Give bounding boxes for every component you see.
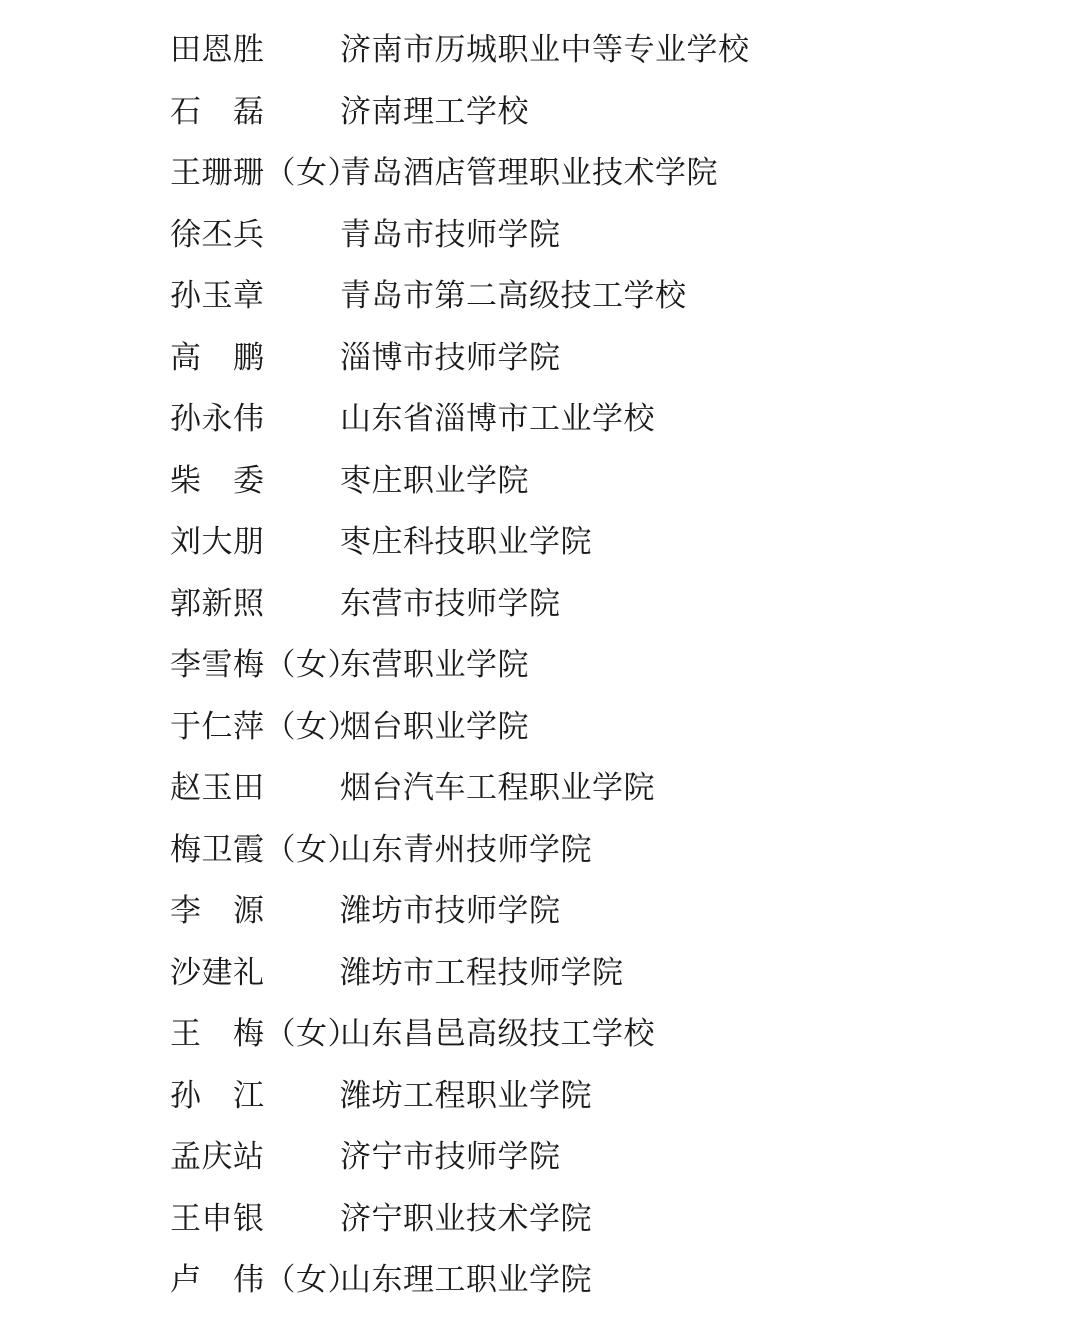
table-row [0, 951, 1080, 1013]
organization-name: 烟台职业学院 [340, 708, 529, 744]
organization-name: 烟台汽车工程职业学院 [340, 770, 655, 805]
person-name: 高 鹏 [170, 339, 265, 375]
table-row [0, 766, 1080, 828]
person-name: 卢 伟（女） [170, 1262, 359, 1297]
organization-name: 山东昌邑高级技工学校 [340, 1016, 655, 1051]
table-row [0, 1197, 1080, 1259]
organization-name: 济宁市技师学院 [340, 1139, 561, 1174]
table-row [0, 151, 1080, 213]
organization-name: 枣庄职业学院 [340, 462, 529, 498]
table-row [0, 336, 1080, 398]
organization-name: 淄博市技师学院 [340, 339, 561, 375]
table-row [0, 643, 1080, 705]
person-name: 于仁萍（女） [170, 708, 359, 744]
person-name: 徐丕兵 [170, 216, 265, 252]
person-name: 刘大朋 [170, 524, 265, 559]
person-name: 柴 委 [170, 462, 265, 498]
table-row [0, 459, 1080, 521]
person-name: 李雪梅（女） [170, 647, 359, 682]
table-row [0, 1135, 1080, 1197]
organization-name: 枣庄科技职业学院 [340, 524, 592, 559]
organization-name: 东营市技师学院 [340, 585, 561, 621]
table-row [0, 889, 1080, 951]
table-row [0, 705, 1080, 767]
organization-name: 青岛酒店管理职业技术学院 [340, 155, 718, 190]
table-row [0, 582, 1080, 644]
person-name: 王申银 [170, 1200, 265, 1236]
person-name: 沙建礼 [170, 954, 265, 990]
person-name: 王 梅（女） [170, 1016, 359, 1051]
person-name: 郭新照 [170, 585, 265, 621]
organization-name: 济南理工学校 [340, 93, 529, 129]
organization-name: 潍坊工程职业学院 [340, 1077, 592, 1113]
person-name: 孙玉章 [170, 278, 265, 313]
organization-name: 青岛市技师学院 [340, 216, 561, 252]
person-name: 赵玉田 [170, 770, 265, 805]
table-row [0, 828, 1080, 890]
organization-name: 山东青州技师学院 [340, 831, 592, 867]
organization-name: 济南市历城职业中等专业学校 [340, 32, 750, 67]
person-name: 王珊珊（女） [170, 155, 359, 190]
table-row [0, 1074, 1080, 1136]
table-row [0, 1012, 1080, 1074]
person-name: 孙永伟 [170, 401, 265, 436]
person-name: 田恩胜 [170, 32, 265, 67]
person-name: 梅卫霞（女） [170, 831, 359, 867]
table-row [0, 213, 1080, 275]
table-row [0, 274, 1080, 336]
table-row [0, 1258, 1080, 1320]
person-name: 李 源 [170, 893, 265, 928]
organization-name: 山东省淄博市工业学校 [340, 401, 655, 436]
organization-name: 青岛市第二高级技工学校 [340, 278, 687, 313]
person-name: 孟庆站 [170, 1139, 265, 1174]
table-row [0, 520, 1080, 582]
person-name: 孙 江 [170, 1077, 265, 1113]
table-row [0, 28, 1080, 90]
organization-name: 潍坊市技师学院 [340, 893, 561, 928]
roster-list [0, 28, 1080, 1320]
table-row [0, 397, 1080, 459]
organization-name: 潍坊市工程技师学院 [340, 954, 624, 990]
table-row [0, 90, 1080, 152]
person-name: 石 磊 [170, 93, 265, 129]
organization-name: 东营职业学院 [340, 647, 529, 682]
organization-name: 济宁职业技术学院 [340, 1200, 592, 1236]
organization-name: 山东理工职业学院 [340, 1262, 592, 1297]
